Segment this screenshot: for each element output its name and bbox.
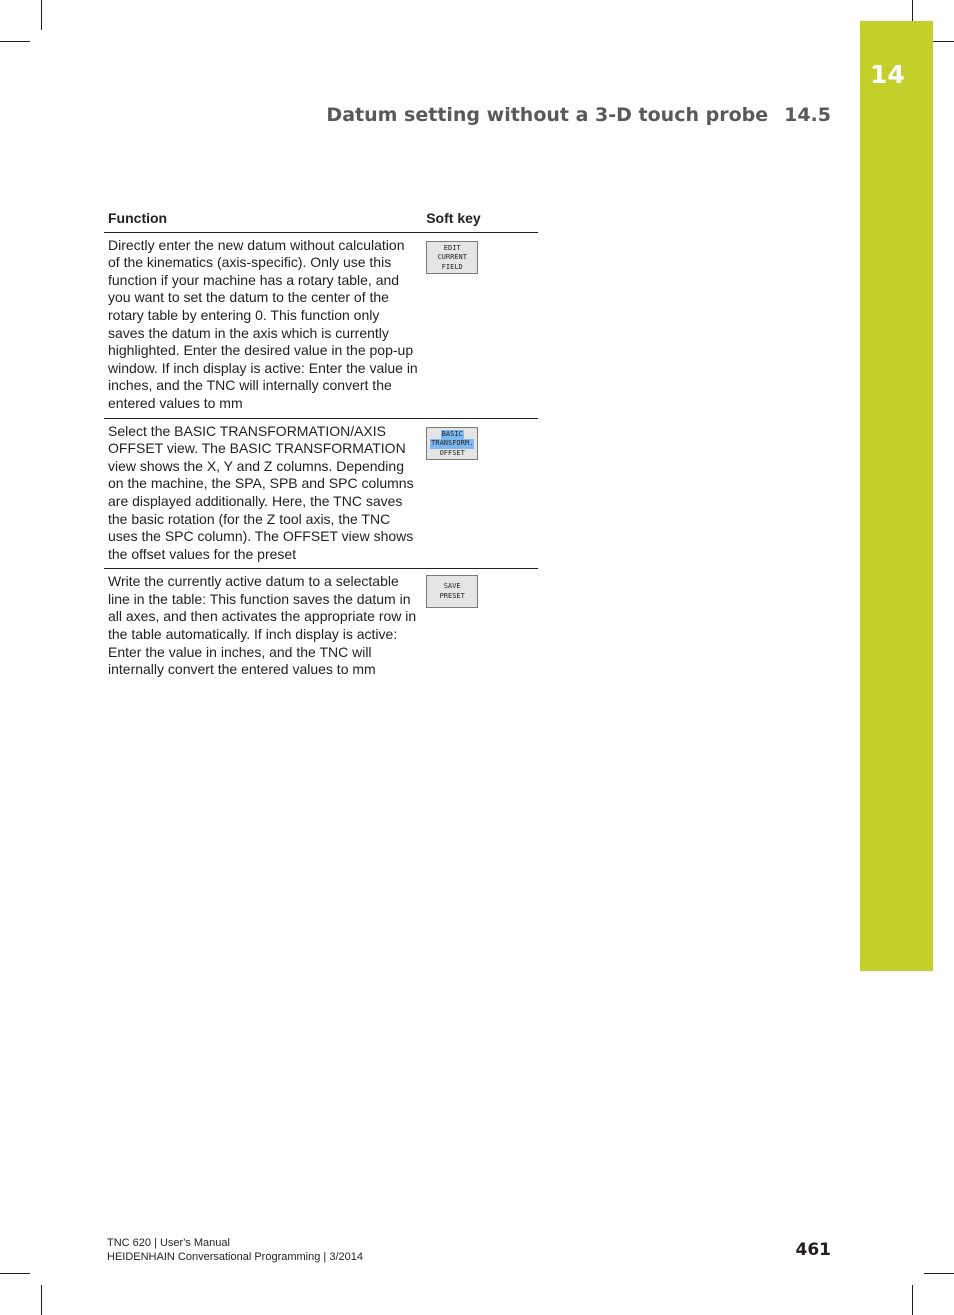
table-row — [104, 232, 538, 418]
function-table — [104, 208, 538, 684]
table-header-row — [104, 208, 538, 232]
softkey-line: SAVE — [443, 582, 461, 591]
softkey-line: PRESET — [439, 591, 465, 600]
chapter-number: 14 — [870, 60, 905, 89]
softkey-line: OFFSET — [439, 448, 465, 457]
basic-transform-offset-softkey[interactable] — [426, 427, 478, 460]
page-footer — [107, 1236, 363, 1264]
softkey-line: TRANSFORM. — [431, 439, 474, 448]
section-title: Datum setting without a 3-D touch probe — [326, 104, 769, 126]
softkey-cell — [422, 418, 538, 569]
crop-mark — [0, 1273, 30, 1274]
section-number: 14.5 — [784, 104, 831, 126]
crop-mark — [41, 1285, 42, 1315]
edit-current-field-softkey[interactable] — [426, 241, 478, 274]
function-description: Write the currently active datum to a selectable line in the table: This function saves the datum in all axes, and then activates the appropriate row in the table automatically. If inch display is active: Enter the value in inches, and the TNC will internally convert the entered values to mm — [108, 573, 417, 678]
crop-mark — [912, 1285, 913, 1315]
softkey-line: FIELD — [441, 262, 463, 271]
page-number: 461 — [795, 1240, 831, 1260]
footer-manual-title: TNC 620 | User's Manual — [107, 1237, 230, 1249]
save-preset-softkey[interactable] — [426, 575, 478, 608]
softkey-cell — [422, 569, 538, 684]
crop-mark — [41, 0, 42, 30]
column-header-softkey: Soft key — [422, 208, 538, 232]
crop-mark — [0, 41, 30, 42]
crop-mark — [924, 1273, 954, 1274]
softkey-line: CURRENT — [437, 253, 467, 262]
function-description: Select the BASIC TRANSFORMATION/AXIS OFFSET view. The BASIC TRANSFORMATION view shows the X, Y and Z columns. Depending on the machine, the SPA, SPB and SPC columns are displayed additionally. Here, the TNC saves the basic rotation (for the Z tool axis, the TNC uses the SPC column). The OFFSET view shows the offset values for the preset — [104, 418, 422, 569]
chapter-tab — [860, 21, 933, 971]
softkey-cell — [422, 232, 538, 418]
page-header — [326, 104, 831, 126]
softkey-line: BASIC — [441, 429, 463, 438]
footer-edition: HEIDENHAIN Conversational Programming | 3/2014 — [107, 1251, 363, 1263]
table-row — [104, 418, 538, 569]
column-header-function: Function — [104, 208, 422, 232]
table-row — [104, 569, 538, 684]
function-description: Directly enter the new datum without calculation of the kinematics (axis-specific). Only use this function if your machine has a rotary table, and you want to set the datum to the center of the rotary table by entering 0. This function only saves the datum in the axis which is currently highlighted. Enter the desired value in the pop-up window. If inch display is active: Enter the value in inches, and the TNC will internally convert the entered values to mm — [104, 232, 422, 418]
softkey-line: EDIT — [443, 243, 461, 252]
